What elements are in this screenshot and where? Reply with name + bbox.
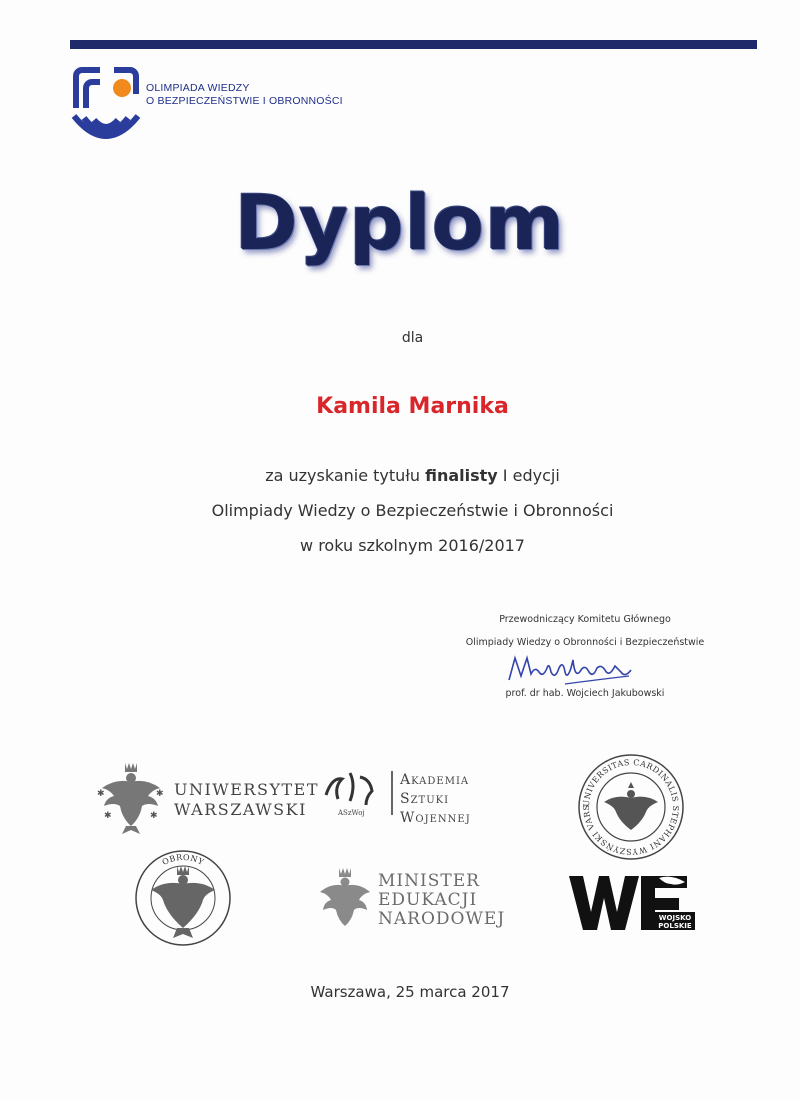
asw-name — [400, 771, 471, 828]
recipient-name: Kamila Marnika — [316, 394, 509, 419]
akademia-sztuki-wojennej-logo — [320, 765, 520, 835]
signatory-role — [440, 614, 730, 648]
olympiad-emblem-icon — [70, 64, 142, 156]
signatory-role-line2: Olimpiady Wiedzy o Obronności i Bezpieczeństwie — [465, 637, 705, 648]
svg-text:OBRONY — [161, 853, 206, 867]
award-line-2: Olimpiady Wiedzy o Bezpieczeństwie i Obronności — [211, 501, 614, 520]
svg-text:✱: ✱ — [150, 811, 158, 821]
white-eagle-icon — [318, 866, 372, 928]
ministry-of-defence-seal-logo — [133, 848, 233, 948]
olympiad-name-line1: OLIMPIADA WIEDZY — [146, 82, 250, 94]
signatory-role-line1: Przewodniczący Komitetu Głównego — [499, 614, 671, 625]
handwritten-signature — [505, 650, 635, 690]
signatory-name: prof. dr hab. Wojciech Jakubowski — [505, 688, 665, 699]
eagle-emblem-icon — [96, 760, 166, 835]
top-rule — [70, 40, 757, 49]
asw-line2: Sztuki — [400, 791, 450, 807]
olympiad-logo — [70, 64, 390, 160]
wp-line1: WOJSKO — [658, 914, 692, 922]
ministry-of-education-logo — [318, 866, 538, 936]
svg-text:✱: ✱ — [156, 789, 164, 799]
diploma-title: Dyplom — [234, 178, 566, 267]
asw-abbreviation: ASzWoj — [338, 809, 365, 817]
issue-date: Warszawa, 25 marca 2017 — [310, 983, 510, 1001]
obrony-seal-text: OBRONY — [160, 852, 206, 867]
svg-text:✱: ✱ — [104, 811, 112, 821]
men-line3: NARODOWEJ — [378, 909, 506, 929]
men-line2: EDUKACJI — [378, 890, 478, 910]
svg-text:✱: ✱ — [97, 789, 105, 799]
wojsko-polskie-logo — [567, 868, 697, 938]
university-of-warsaw-logo — [96, 760, 320, 835]
wojsko-polskie-emblem-icon — [567, 868, 697, 938]
award-line-1-start: za uzyskanie tytułu — [265, 466, 426, 485]
award-line-3: w roku szkolnym 2016/2017 — [300, 536, 525, 555]
wp-line2: POLSKIE — [658, 922, 692, 930]
olympiad-name-line2: O BEZPIECZEŃSTWIE I OBRONNOŚCI — [146, 95, 343, 107]
defence-seal-icon — [133, 848, 233, 948]
uw-name — [174, 780, 319, 820]
award-line-1 — [0, 466, 800, 485]
award-line-1-end: I edycji — [497, 466, 560, 485]
men-name — [378, 872, 505, 929]
uw-line2: WARSZAWSKI — [174, 800, 307, 819]
award-title-bold: finalisty — [425, 466, 498, 485]
asw-line1: Akademia — [400, 772, 470, 788]
uw-line1: UNIWERSYTET — [174, 780, 320, 799]
men-line1: MINISTER — [378, 871, 480, 891]
uksw-seal-icon — [576, 752, 686, 862]
for-label: dla — [401, 330, 424, 346]
olympiad-name — [146, 82, 343, 108]
uksw-seal-logo — [576, 752, 686, 862]
uksw-seal-text: UNIVERSITAS CARDINALIS STEPHANI WYSZYŃSKI VARS — [581, 757, 681, 857]
asw-line3: Wojennej — [400, 810, 471, 826]
